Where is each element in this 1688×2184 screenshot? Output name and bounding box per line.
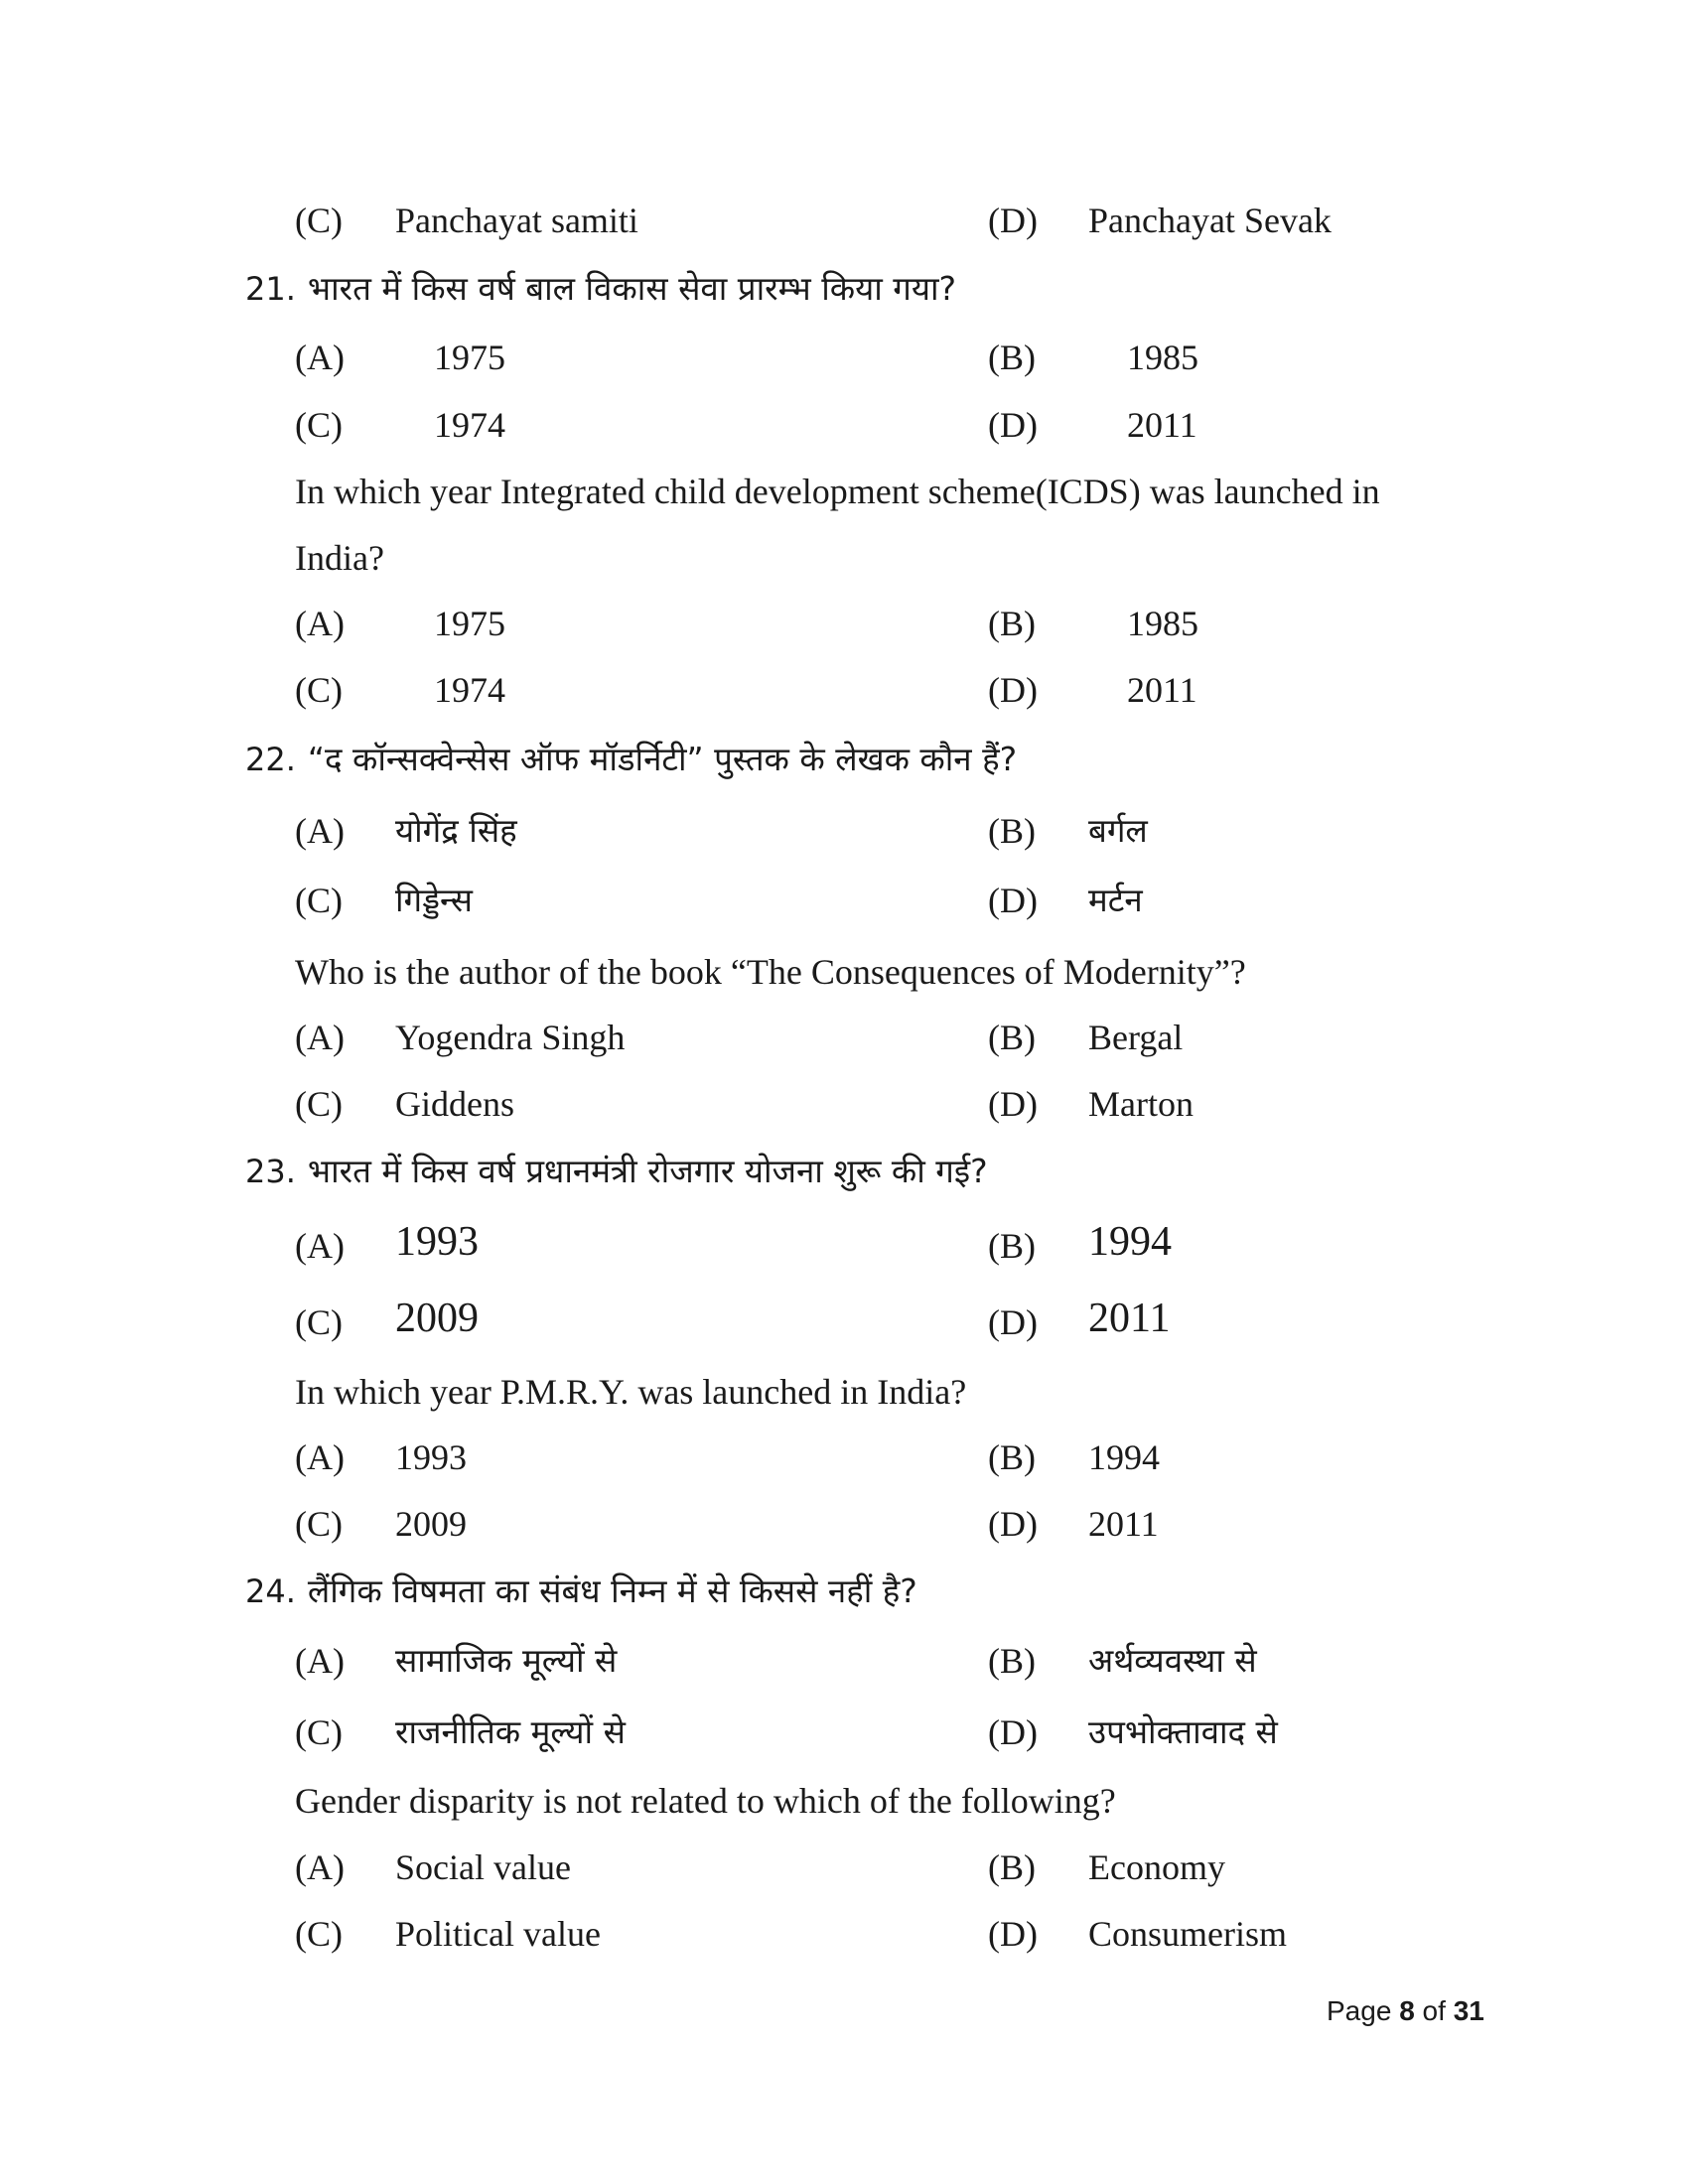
q24-hindi-option-row bbox=[0, 1631, 1688, 1691]
question-23-english: In which year P.M.R.Y. was launched in India? bbox=[295, 1372, 967, 1412]
option-text: 1993 bbox=[395, 1437, 467, 1477]
option-text: 2011 bbox=[1088, 1296, 1171, 1341]
question-number: 22. bbox=[245, 741, 296, 778]
option-text: 1974 bbox=[434, 405, 505, 445]
option-letter: (A) bbox=[295, 1641, 345, 1681]
option-text: राजनीतिक मूल्यों से bbox=[395, 1712, 626, 1751]
option-text: Bergal bbox=[1088, 1018, 1184, 1057]
option-letter: (B) bbox=[988, 1018, 1036, 1057]
option-text: 1974 bbox=[434, 670, 505, 710]
question-number: 23. bbox=[245, 1153, 296, 1190]
option-text: 2011 bbox=[1127, 405, 1197, 445]
option-text: 1975 bbox=[434, 604, 505, 643]
page-total: 31 bbox=[1453, 1995, 1484, 2026]
question-text-hindi: भारत में किस वर्ष प्रधानमंत्री रोजगार योजना शुरू की गई? bbox=[307, 1152, 988, 1190]
question-text-hindi: “द कॉन्सक्वेन्सेस ऑफ मॉडर्निटी” पुस्तक के लेखक कौन हैं? bbox=[307, 740, 1018, 778]
q21-english-option-row bbox=[0, 594, 1688, 653]
page-number-footer bbox=[1327, 1995, 1484, 2027]
option-text: Panchayat samiti bbox=[395, 201, 638, 240]
of-word: of bbox=[1422, 1995, 1446, 2026]
question-number: 21. bbox=[245, 270, 296, 308]
q21-english-option-row bbox=[0, 660, 1688, 720]
option-text: 1985 bbox=[1127, 338, 1198, 377]
q21-hindi-option-row bbox=[0, 395, 1688, 455]
option-letter: (C) bbox=[295, 1712, 343, 1752]
option-letter: (A) bbox=[295, 1226, 345, 1266]
option-text: अर्थव्यवस्था से bbox=[1088, 1641, 1257, 1680]
option-text: मर्टन bbox=[1088, 881, 1143, 919]
option-text: Social value bbox=[395, 1847, 571, 1887]
option-letter: (C) bbox=[295, 1914, 343, 1954]
option-text: Marton bbox=[1088, 1084, 1194, 1124]
option-text: 1985 bbox=[1127, 604, 1198, 643]
option-text: 2011 bbox=[1127, 670, 1197, 710]
option-letter: (C) bbox=[295, 881, 343, 920]
option-text: 1994 bbox=[1088, 1219, 1172, 1265]
q23-hindi-option-row bbox=[0, 1216, 1688, 1276]
question-text-hindi: लैंगिक विषमता का संबंध निम्न में से किससे नहीं है? bbox=[307, 1571, 917, 1610]
option-letter: (D) bbox=[988, 1712, 1038, 1752]
option-letter: (B) bbox=[988, 604, 1036, 643]
option-letter: (D) bbox=[988, 670, 1038, 710]
option-letter: (A) bbox=[295, 1847, 345, 1887]
option-letter: (B) bbox=[988, 811, 1036, 851]
option-letter: (B) bbox=[988, 1847, 1036, 1887]
option-letter: (D) bbox=[988, 1302, 1038, 1342]
option-letter: (D) bbox=[988, 405, 1038, 445]
option-letter: (A) bbox=[295, 1437, 345, 1477]
question-24-english: Gender disparity is not related to which of the following? bbox=[295, 1781, 1116, 1821]
option-letter: (A) bbox=[295, 604, 345, 643]
option-text: Yogendra Singh bbox=[395, 1018, 626, 1057]
question-text-hindi: भारत में किस वर्ष बाल विकास सेवा प्रारम्भ किया गया? bbox=[307, 269, 957, 308]
option-text: 1975 bbox=[434, 338, 505, 377]
question-21-english-line2: India? bbox=[295, 538, 384, 578]
question-22-english: Who is the author of the book “The Consequences of Modernity”? bbox=[295, 952, 1246, 992]
option-text: उपभोक्तावाद से bbox=[1088, 1712, 1278, 1751]
option-text: Political value bbox=[395, 1914, 601, 1954]
option-text: Economy bbox=[1088, 1847, 1225, 1887]
question-24-hindi bbox=[245, 1562, 917, 1621]
question-21-english-line1: In which year Integrated child development scheme(ICDS) was launched in bbox=[295, 472, 1380, 511]
option-letter: (C) bbox=[295, 1084, 343, 1124]
option-text: सामाजिक मूल्यों से bbox=[395, 1641, 618, 1680]
q23-english-option-row bbox=[0, 1494, 1688, 1554]
question-number: 24. bbox=[245, 1572, 296, 1610]
option-letter: (C) bbox=[295, 405, 343, 445]
q23-hindi-option-row bbox=[0, 1293, 1688, 1352]
option-text: Consumerism bbox=[1088, 1914, 1288, 1954]
option-letter: (B) bbox=[988, 1437, 1036, 1477]
option-text: 2009 bbox=[395, 1296, 479, 1341]
option-letter: (D) bbox=[988, 1084, 1038, 1124]
option-letter: (B) bbox=[988, 1641, 1036, 1681]
q21-hindi-option-row bbox=[0, 328, 1688, 387]
option-letter: (B) bbox=[988, 1226, 1036, 1266]
q24-english-option-row bbox=[0, 1904, 1688, 1964]
option-letter: (D) bbox=[988, 201, 1038, 240]
option-letter: (A) bbox=[295, 1018, 345, 1057]
option-text: 1993 bbox=[395, 1219, 479, 1265]
question-23-hindi bbox=[245, 1142, 988, 1201]
question-22-hindi bbox=[245, 730, 1017, 789]
option-text: 1994 bbox=[1088, 1437, 1160, 1477]
option-letter: (A) bbox=[295, 811, 345, 851]
page-current: 8 bbox=[1399, 1995, 1415, 2026]
q22-english-option-row bbox=[0, 1074, 1688, 1134]
q20-option-row bbox=[0, 191, 1688, 250]
question-21-hindi bbox=[245, 259, 956, 319]
q24-english-option-row bbox=[0, 1838, 1688, 1897]
option-text: गिड्डेन्स bbox=[395, 881, 473, 919]
q22-hindi-option-row bbox=[0, 871, 1688, 930]
option-text: 2011 bbox=[1088, 1504, 1159, 1544]
option-text: बर्गल bbox=[1088, 811, 1148, 850]
page-word: Page bbox=[1327, 1995, 1392, 2026]
q24-hindi-option-row bbox=[0, 1703, 1688, 1762]
option-letter: (C) bbox=[295, 670, 343, 710]
q22-hindi-option-row bbox=[0, 801, 1688, 861]
option-letter: (D) bbox=[988, 881, 1038, 920]
q23-english-option-row bbox=[0, 1428, 1688, 1487]
q22-english-option-row bbox=[0, 1008, 1688, 1067]
option-letter: (D) bbox=[988, 1914, 1038, 1954]
option-letter: (C) bbox=[295, 1302, 343, 1342]
option-text: 2009 bbox=[395, 1504, 467, 1544]
option-letter: (D) bbox=[988, 1504, 1038, 1544]
option-letter: (A) bbox=[295, 338, 345, 377]
option-letter: (C) bbox=[295, 1504, 343, 1544]
option-text: Giddens bbox=[395, 1084, 514, 1124]
option-letter: (C) bbox=[295, 201, 343, 240]
option-text: Panchayat Sevak bbox=[1088, 201, 1332, 240]
option-text: योगेंद्र सिंह bbox=[395, 811, 517, 850]
option-letter: (B) bbox=[988, 338, 1036, 377]
